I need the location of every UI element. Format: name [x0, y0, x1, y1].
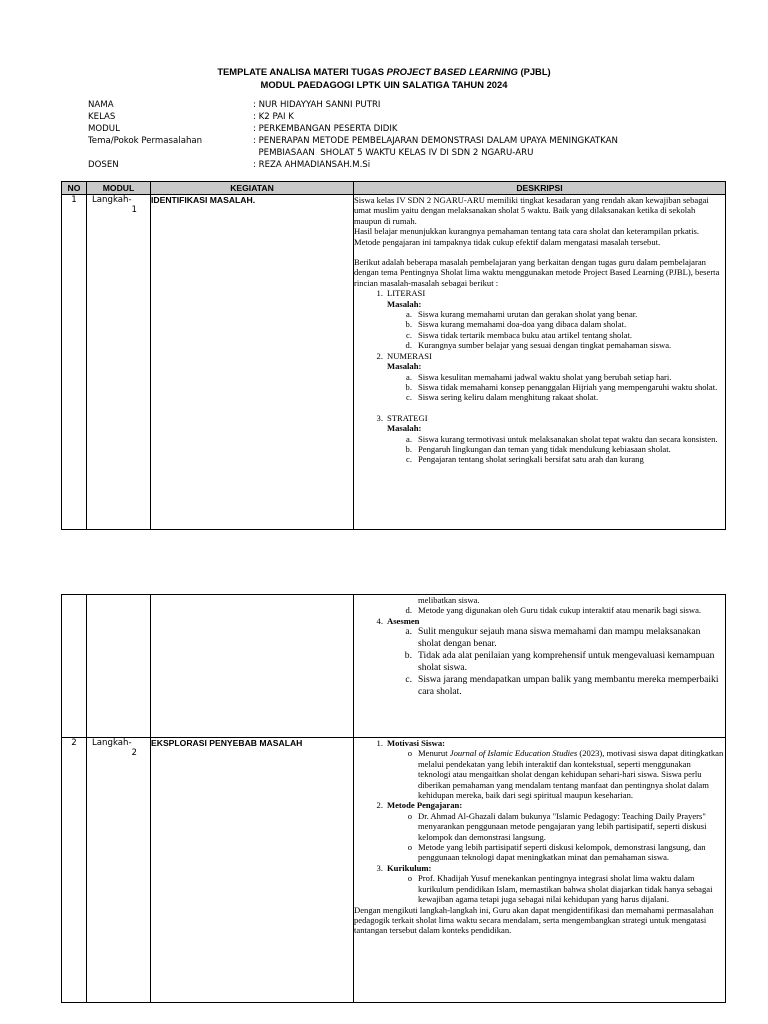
list-item: 4. Asesmen: [376, 615, 420, 626]
info-row-nama: NAMA : NUR HIDAYYAH SANNI PUTRI: [88, 100, 381, 110]
list-item: c. Siswa jarang mendapatkan umpan balik yang membantu mereka memperbaiki cara sholat.: [405, 674, 719, 698]
row-number: 1: [62, 195, 87, 530]
list-item: b. Siswa tidak memahami konsep penanggalan Hijriah yang mempengaruhi waktu sholat.: [405, 381, 718, 392]
info-row-dosen: DOSEN : REZA AHMADIANSAH.M.Si: [88, 159, 371, 170]
analysis-table-page1: [61, 181, 726, 530]
list-item: o Prof. Khadijah Yusuf menekankan pentingnya integrasi sholat lima waktu dalam kurikulum pendidikan Islam, memastikan bahwa sholat diajarkan tidak hanya sebagai kewajiban agama tetapi juga sebagai nilai kehidupan yang harus dijalani.: [407, 873, 713, 905]
list-item: d. Metode yang digunakan oleh Guru tidak cukup interaktif atau menarik bagi siswa.: [405, 605, 702, 616]
list-item: b. Pengaruh lingkungan dan teman yang tidak mendukung kebiasaan sholat.: [405, 443, 671, 454]
list-item: 3. Kurikulum:: [376, 862, 432, 873]
list-item: a. Siswa kesulitan memahami jadwal waktu sholat yang berubah setiap hari.: [406, 371, 672, 382]
header-modul: MODUL: [87, 182, 151, 195]
list-item: c. Pengajaran tentang sholat seringkali bersifat satu arah dan kurang: [406, 454, 644, 465]
list-item: c. Siswa tidak tertarik membaca buku atau artikel tentang sholat.: [406, 329, 633, 340]
list-item: o Menurut Journal of Islamic Education Studies (2023), motivasi siswa dapat ditingkatkan melalui pendekatan yang lebih interaktif dan kontekstual, seperti menggunakan teknologi atau mengaitkan sholat dengan kehidupan sehari-hari siswa. Siswa perlu diberikan pemahaman yang mendalam tentang manfaat dan pentingnya sholat dalam kehidupan mereka, baik dari segi spiritual maupun keseharian.: [407, 748, 724, 801]
subtitle-line: MODUL PAEDAGOGI LPTK UIN SALATIGA TAHUN 2024: [260, 78, 508, 90]
list-item: d. Kurangnya sumber belajar yang sesuai dengan tingkat pemahaman siswa.: [405, 340, 672, 351]
description-paragraph: Hasil belajar menunjukkan kurangnya pemahaman tentang tata cara sholat dan keterampilan prkatis. Metode pengajaran ini tampaknya tidak cukup efektif dalam mengatasi masalah tersebut.: [354, 226, 700, 247]
header-kegiatan: KEGIATAN: [151, 182, 354, 195]
analysis-table-page2: [61, 594, 726, 1003]
list-item: 1. LITERASI: [376, 288, 426, 299]
list-item: 1. Motivasi Siswa:: [376, 738, 446, 748]
info-row-tema-cont: PEMBIASAAN SHOLAT 5 WAKTU KELAS IV DI SDN 2 NGARU-ARU: [253, 147, 534, 158]
document-title: [0, 66, 768, 91]
list-item: melibatkan siswa.: [418, 595, 480, 605]
table-row: [62, 195, 726, 530]
list-item: o Metode yang lebih partisipatif seperti diskusi kelompok, demonstrasi langsung, dan penggunaan teknologi dapat meningkatkan minat dan pemahaman siswa.: [407, 842, 706, 863]
info-row-modul: MODUL : PERKEMBANGAN PESERTA DIDIK: [88, 123, 398, 134]
list-item: a. Siswa kurang memahami urutan dan gerakan sholat yang benar.: [406, 309, 638, 320]
list-subheading: Masalah:: [387, 423, 422, 434]
closing-paragraph: Dengan mengikuti langkah-langkah ini, Guru akan dapat mengidentifikasi dan memahami permasalahan pedagogik terkait sholat lima waktu secara mendalam, serta mengembangkan strategi untuk mengatasi tantangan tersebut dalam konteks pendidikan.: [354, 904, 714, 936]
info-row-kelas: KELAS : K2 PAI K: [88, 111, 294, 122]
list-item: b. Siswa kurang memahami doa-doa yang dibaca dalam sholat.: [405, 319, 627, 330]
table-header-row: [62, 182, 726, 195]
list-item: 2. NUMERASI: [376, 350, 432, 361]
row-deskripsi: [354, 195, 726, 530]
header-deskripsi: DESKRIPSI: [354, 182, 726, 195]
row-number: 2: [62, 738, 87, 1003]
row-kegiatan: IDENTIFIKASI MASALAH.: [151, 195, 354, 530]
list-subheading: Masalah:: [387, 298, 422, 309]
list-item: c. Siswa sering keliru dalam menghitung rakaat sholat.: [406, 392, 599, 403]
list-subheading: Masalah:: [387, 361, 422, 372]
list-item: 2. Metode Pengajaran:: [376, 800, 463, 811]
row-kegiatan: EKSPLORASI PENYEBAB MASALAH: [151, 738, 354, 1003]
list-item: a. Siswa kurang termotivasi untuk melaksanakan sholat tepat waktu dan secara konsisten.: [406, 433, 718, 444]
row-modul: Langkah- 2: [87, 738, 151, 1003]
header-no: NO: [62, 182, 87, 195]
list-item: a. Sulit mengukur sejauh mana siswa memahami dan mampu melaksanakan sholat dengan benar.: [405, 626, 701, 650]
identity-block: [88, 100, 693, 171]
list-item: o Dr. Ahmad Al-Ghazali dalam bukunya "Islamic Pedagogy: Teaching Daily Prayers" menyarankan penggunaan metode pengajaran yang lebih partisipatif, seperti diskusi kelompok dan demonstrasi langsung.: [407, 810, 707, 842]
table-row: [62, 595, 726, 738]
info-row-tema: Tema/Pokok Permasalahan : PENERAPAN METODE PEMBELAJARAN DEMONSTRASI DALAM UPAYA MENINGKATKAN: [88, 135, 618, 146]
title-line: TEMPLATE ANALISA MATERI TUGAS PROJECT BASED LEARNING (PJBL): [217, 66, 551, 77]
row-deskripsi-continued: [354, 595, 726, 738]
description-paragraph: Siswa kelas IV SDN 2 NGARU-ARU memiliki tingkat kesadaran yang rendah akan kewajiban sebagai umat muslim yaitu dengan melaksanakan sholat 5 waktu. Baik yang dilaksanakan ketika di sekolah maupun di rumah.: [354, 195, 709, 226]
list-item: b. Tidak ada alat penilaian yang komprehensif untuk mengevaluasi kemampuan sholat siswa.: [404, 650, 715, 674]
table-row: [62, 738, 726, 1003]
description-paragraph: Berikut adalah beberapa masalah pembelajaran yang berkaitan dengan tugas guru dalam pembelajaran dengan tema Pentingnya Sholat lima waktu menggunakan metode Project Based Learning (PJBL), beserta rincian masalah-masalah sebagai berikut :: [354, 257, 720, 288]
row-modul: Langkah- 1: [87, 195, 151, 530]
list-item: 3. STRATEGI: [376, 412, 428, 423]
row-deskripsi: [354, 738, 726, 1003]
